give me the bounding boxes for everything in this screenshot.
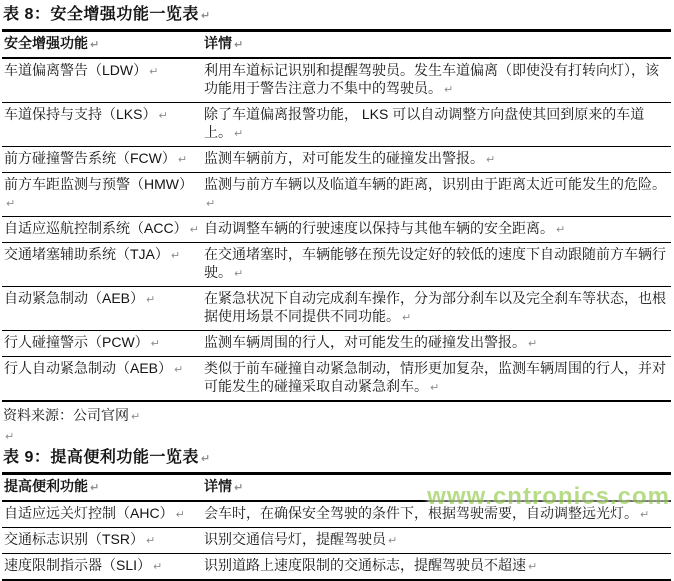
detail-cell [202, 331, 671, 357]
paragraph-mark: ↵ [206, 198, 216, 210]
feature-cell [2, 147, 202, 173]
paragraph-mark: ↵ [158, 110, 168, 122]
table-row-tsr [2, 528, 671, 554]
detail-cell [202, 243, 671, 287]
feature-cell [2, 58, 202, 103]
feature-cell [2, 554, 202, 581]
cell-text: 行人自动紧急制动（AEB） [4, 360, 173, 376]
cell-text: 速度限制指示器（SLI） [4, 557, 152, 573]
paragraph-mark: ↵ [200, 10, 211, 22]
table8-title [2, 3, 671, 29]
feature-cell [2, 331, 202, 357]
source-note [2, 402, 671, 427]
paragraph-mark: ↵ [175, 509, 185, 521]
detail-cell [202, 147, 671, 173]
cell-text: 自适应远关灯控制（AHC） [4, 505, 174, 521]
feature-cell [2, 243, 202, 287]
cell-text: 交通标志识别（TSR） [4, 531, 144, 547]
paragraph-mark: ↵ [200, 453, 211, 465]
header-text: 提高便利功能 [4, 478, 88, 494]
table-row-pedestrian-aeb [2, 357, 671, 402]
header-text: 详情 [204, 35, 232, 51]
table8 [2, 29, 671, 402]
table-row-pcw [2, 331, 671, 357]
empty-paragraph [2, 427, 671, 446]
paragraph-mark: ↵ [177, 154, 188, 166]
paragraph-mark: ↵ [640, 509, 650, 521]
cell-text: 在紧急状况下自动完成刹车操作，分为部分刹车以及完全刹车等状态，也根据使用场景不同提供不同功能。 [204, 290, 666, 324]
paragraph-mark: ↵ [556, 224, 566, 236]
paragraph-mark: ↵ [131, 411, 141, 423]
cell-text: 车道偏离警告（LDW） [4, 62, 148, 78]
feature-cell [2, 287, 202, 331]
table-row-hmw [2, 173, 671, 217]
cell-text: 交通堵塞辅助系统（TJA） [4, 246, 169, 262]
detail-cell [202, 357, 671, 402]
paragraph-mark: ↵ [150, 338, 160, 350]
paragraph-mark: ↵ [430, 382, 440, 394]
paragraph-mark: ↵ [149, 66, 159, 78]
paragraph-mark: ↵ [6, 198, 16, 210]
cell-text: 识别道路上速度限制的交通标志，提醒驾驶员不超速 [204, 557, 526, 573]
cell-text: 在交通堵塞时，车辆能够在预先设定好的较低的速度下自动跟随前方车辆行驶。 [204, 246, 666, 280]
paragraph-mark: ↵ [486, 154, 496, 166]
table8-header-detail [202, 31, 671, 59]
cell-text: 监测车辆前方，对可能发生的碰撞发出警报。 [204, 150, 484, 166]
cell-text: 行人碰撞警示（PCW） [4, 334, 149, 350]
paragraph-mark: ↵ [444, 84, 454, 96]
table-row-sli [2, 554, 671, 581]
table-row-lks [2, 103, 671, 147]
table8-header-feature [2, 31, 202, 59]
paragraph-mark: ↵ [153, 561, 163, 573]
feature-cell [2, 357, 202, 402]
table8-title-text: 表 8：安全增强功能一览表 [3, 6, 199, 23]
cell-text: 车道保持与支持（LKS） [4, 106, 157, 122]
feature-cell [2, 103, 202, 147]
feature-cell [2, 528, 202, 554]
detail-cell [202, 287, 671, 331]
table9-title [2, 446, 671, 472]
header-text: 详情 [204, 478, 232, 494]
table-row-acc [2, 217, 671, 243]
header-text: 安全增强功能 [4, 35, 88, 51]
table-row-ldw [2, 58, 671, 103]
paragraph-mark: ↵ [90, 39, 100, 51]
watermark: www.cntronics.com [427, 483, 670, 510]
feature-cell [2, 217, 202, 243]
cell-text: 除了车道偏离报警功能， LKS 可以自动调整方向盘使其回到原来的车道上。 [204, 106, 645, 140]
paragraph-mark: ↵ [234, 128, 244, 140]
paragraph-mark: ↵ [388, 535, 398, 547]
table-row-fcw [2, 147, 671, 173]
source-text: 资料来源：公司官网 [3, 407, 129, 423]
table-row-aeb [2, 287, 671, 331]
paragraph-mark: ↵ [146, 294, 156, 306]
paragraph-mark: ↵ [234, 268, 244, 280]
paragraph-mark: ↵ [528, 338, 538, 350]
cell-text: 利用车道标记识别和提醒驾驶员。发生车道偏离（即使没有打转向灯），该功能用于警告注意力不集中的驾驶员。 [204, 62, 659, 96]
table8-header-row [2, 31, 671, 59]
paragraph-mark: ↵ [402, 312, 412, 324]
paragraph-mark: ↵ [528, 561, 538, 573]
cell-text: 自动紧急制动（AEB） [4, 290, 145, 306]
paragraph-mark: ↵ [146, 535, 156, 547]
paragraph-mark: ↵ [234, 482, 244, 494]
cell-text: 前方碰撞警告系统（FCW） [4, 150, 176, 166]
paragraph-mark: ↵ [189, 224, 199, 236]
feature-cell [2, 501, 202, 528]
paragraph-mark: ↵ [170, 250, 181, 262]
detail-cell [202, 528, 671, 554]
cell-text: 自适应巡航控制系统（ACC） [4, 220, 188, 236]
table-row-tja [2, 243, 671, 287]
paragraph-mark: ↵ [90, 482, 100, 494]
detail-cell [202, 217, 671, 243]
cell-text: 监测车辆周围的行人，对可能发生的碰撞发出警报。 [204, 334, 526, 350]
cell-text: 监测与前方车辆以及临道车辆的距离，识别由于距离太近可能发生的危险。 [204, 176, 666, 192]
detail-cell [202, 103, 671, 147]
detail-cell [202, 173, 671, 217]
paragraph-mark: ↵ [234, 39, 244, 51]
paragraph-mark: ↵ [5, 431, 15, 443]
feature-cell [2, 173, 202, 217]
table9-title-text: 表 9：提高便利功能一览表 [3, 449, 199, 466]
paragraph-mark: ↵ [174, 364, 184, 376]
cell-text: 自动调整车辆的行驶速度以保持与其他车辆的安全距离。 [204, 220, 554, 236]
detail-cell [202, 58, 671, 103]
cell-text: 会车时，在确保安全驾驶的条件下，根据驾驶需要，自动调整远光灯。 [204, 505, 638, 521]
table9-header-feature [2, 474, 202, 502]
cell-text: 前方车距监测与预警（HMW） [4, 176, 193, 192]
cell-text: 识别交通信号灯，提醒驾驶员 [204, 531, 386, 547]
detail-cell [202, 554, 671, 581]
cell-text: 类似于前车碰撞自动紧急制动，情形更加复杂，监测车辆周围的行人，并对可能发生的碰撞采取自动紧急刹车。 [204, 360, 666, 394]
